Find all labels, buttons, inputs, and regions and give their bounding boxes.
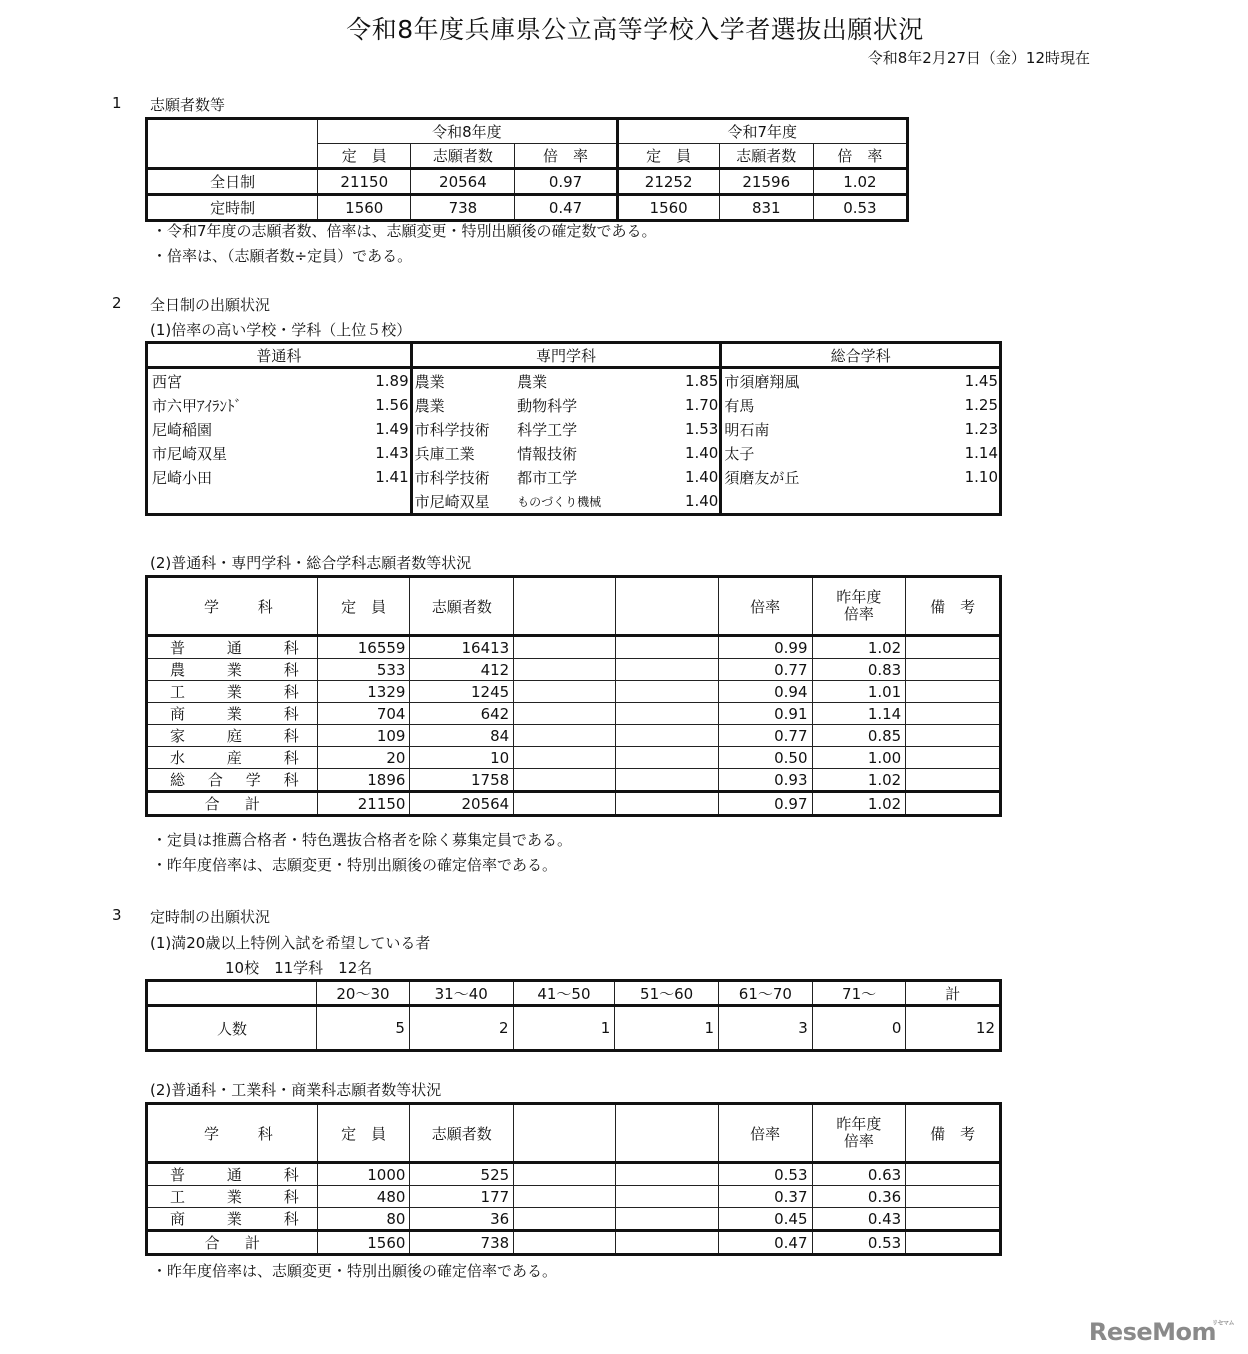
cell: 1.02 <box>813 169 907 195</box>
note: ・昨年度倍率は、志願変更・特別出願後の確定倍率である。 <box>152 1262 558 1280</box>
rate: 0.37 <box>718 1186 812 1208</box>
header-rate: 倍率 <box>718 1104 812 1163</box>
ratio: 1.14 <box>960 441 1000 465</box>
applicants: 10 <box>410 747 514 769</box>
header-applicants: 志願者数 <box>410 1104 514 1163</box>
year-header: 令和8年度 <box>318 119 617 144</box>
capacity: 704 <box>317 703 410 725</box>
remarks <box>906 703 1001 725</box>
dept-label: 工 業 科 <box>147 681 318 703</box>
ratio: 1.40 <box>641 489 721 515</box>
header-blank <box>615 1104 718 1163</box>
ratio: 1.89 <box>371 368 411 394</box>
dept-label: 普 通 科 <box>147 1163 318 1186</box>
page-title: 令和8年度兵庫県公立高等学校入学者選抜出願状況 <box>346 15 924 44</box>
table-row <box>147 636 1001 659</box>
remarks <box>906 1186 1001 1208</box>
blank <box>615 769 718 792</box>
blank <box>514 747 615 769</box>
dept-name: 動物科学 <box>517 396 578 415</box>
table-row <box>147 169 908 195</box>
blank <box>615 1208 718 1231</box>
prev-rate: 1.00 <box>812 747 906 769</box>
remarks <box>906 1163 1001 1186</box>
applicants: 16413 <box>410 636 514 659</box>
count: 1 <box>615 1006 719 1051</box>
blank <box>514 725 615 747</box>
school-name: 市尼崎双星 <box>411 489 513 515</box>
dept-label: 商 業 科 <box>147 1208 318 1231</box>
capacity: 480 <box>317 1186 410 1208</box>
applicants: 36 <box>410 1208 514 1231</box>
prev-rate: 0.83 <box>812 659 906 681</box>
dept-name: 農業 <box>517 372 548 391</box>
ratio: 1.40 <box>641 441 721 465</box>
row-label: 人数 <box>147 1006 317 1051</box>
subsection-title: (1)倍率の高い学校・学科（上位５校） <box>150 321 412 339</box>
table-row <box>147 417 1001 441</box>
blank <box>615 747 718 769</box>
prev-rate: 0.36 <box>812 1186 906 1208</box>
table-row <box>147 659 1001 681</box>
count: 2 <box>409 1006 513 1051</box>
table-row <box>147 1208 1001 1231</box>
capacity: 1560 <box>317 1231 410 1255</box>
school-name: 尼崎稲園 <box>147 417 372 441</box>
subsection-title: (2)普通科・専門学科・総合学科志願者数等状況 <box>150 554 472 572</box>
remarks <box>906 792 1001 816</box>
blank <box>514 1231 615 1255</box>
capacity: 80 <box>317 1208 410 1231</box>
rate: 0.77 <box>718 725 812 747</box>
school-name: 市尼崎双星 <box>147 441 372 465</box>
rate: 0.47 <box>718 1231 812 1255</box>
school-name: 須磨友が丘 <box>721 465 961 489</box>
prev-rate: 0.85 <box>812 725 906 747</box>
remarks <box>906 1208 1001 1231</box>
header-blank <box>615 577 718 636</box>
blank <box>514 1163 615 1186</box>
remarks <box>906 747 1001 769</box>
header-remarks: 備 考 <box>906 577 1001 636</box>
blank <box>514 1186 615 1208</box>
group-header-sogo: 総合学科 <box>721 343 1001 368</box>
school-name: 市六甲ｱｲﾗﾝﾄﾞ <box>147 393 372 417</box>
ratio: 1.70 <box>641 393 721 417</box>
blank <box>615 681 718 703</box>
ratio: 1.85 <box>641 368 721 394</box>
age-header: 61～70 <box>719 981 813 1006</box>
header-applicants: 志願者数 <box>410 577 514 636</box>
blank <box>615 1231 718 1255</box>
rate: 0.94 <box>718 681 812 703</box>
count: 5 <box>317 1006 410 1051</box>
row-label: 定時制 <box>147 195 318 221</box>
rate: 0.99 <box>718 636 812 659</box>
blank <box>615 725 718 747</box>
age-header: 71～ <box>812 981 906 1006</box>
prev-rate: 1.14 <box>812 703 906 725</box>
rate: 0.50 <box>718 747 812 769</box>
dept-label: 家 庭 科 <box>147 725 318 747</box>
capacity: 21150 <box>317 792 410 816</box>
prev-rate: 0.63 <box>812 1163 906 1186</box>
rate: 0.93 <box>718 769 812 792</box>
applicants: 738 <box>410 1231 514 1255</box>
fulltime-dept-table <box>145 575 1002 817</box>
applicants: 177 <box>410 1186 514 1208</box>
table-row <box>147 368 1001 394</box>
resemom-logo: ReseMom$^{リセマム}$ <box>1088 1318 1234 1346</box>
rate: 0.91 <box>718 703 812 725</box>
age-header: 41～50 <box>513 981 615 1006</box>
note: ・令和7年度の志願者数、倍率は、志願変更・特別出願後の確定数である。 <box>152 222 657 240</box>
rate: 0.53 <box>718 1163 812 1186</box>
cell: 831 <box>719 195 813 221</box>
rate: 0.97 <box>718 792 812 816</box>
col-header: 倍 率 <box>515 144 617 169</box>
rate: 0.45 <box>718 1208 812 1231</box>
dept-label: 総 合 学 科 <box>147 769 318 792</box>
blank <box>514 1208 615 1231</box>
capacity: 1000 <box>317 1163 410 1186</box>
school-name: 尼崎小田 <box>147 465 372 489</box>
applicants: 84 <box>410 725 514 747</box>
group-header-senmon: 専門学科 <box>411 343 721 368</box>
header-prev-rate: 昨年度 倍率 <box>812 1104 906 1163</box>
table-row <box>147 195 908 221</box>
section-title: 全日制の出願状況 <box>150 296 271 314</box>
ratio: 1.40 <box>641 465 721 489</box>
table-row <box>147 747 1001 769</box>
ratio: 1.23 <box>960 417 1000 441</box>
capacity: 16559 <box>317 636 410 659</box>
school-name: 有馬 <box>721 393 961 417</box>
corner-cell <box>147 981 317 1006</box>
col-header: 志願者数 <box>411 144 515 169</box>
ratio: 1.45 <box>960 368 1000 394</box>
ratio: 1.10 <box>960 465 1000 489</box>
note: ・昨年度倍率は、志願変更・特別出願後の確定倍率である。 <box>152 856 558 874</box>
capacity: 1329 <box>317 681 410 703</box>
remarks <box>906 681 1001 703</box>
table-row <box>147 1186 1001 1208</box>
summary-line: 10校 11学科 12名 <box>225 959 373 977</box>
age-header: 51～60 <box>615 981 719 1006</box>
col-header: 定 員 <box>617 144 719 169</box>
school-name <box>721 489 961 515</box>
ratio: 1.43 <box>371 441 411 465</box>
school-name: 農業 <box>411 368 513 394</box>
header-rate: 倍率 <box>718 577 812 636</box>
blank <box>514 681 615 703</box>
school-name: 市科学技術 <box>411 417 513 441</box>
age-header: 31～40 <box>409 981 513 1006</box>
capacity: 20 <box>317 747 410 769</box>
blank <box>514 636 615 659</box>
school-name: 西宮 <box>147 368 372 394</box>
table-row <box>147 393 1001 417</box>
header-prev-rate: 昨年度 倍率 <box>812 577 906 636</box>
dept-label: 工 業 科 <box>147 1186 318 1208</box>
prev-rate: 1.02 <box>812 636 906 659</box>
note: ・定員は推薦合格者・特色選抜合格者を除く募集定員である。 <box>152 831 573 849</box>
total-label: 合 計 <box>147 1231 318 1255</box>
total-label: 合 計 <box>147 792 318 816</box>
blank <box>514 659 615 681</box>
top-ratio-schools-table <box>145 341 1002 516</box>
header-capacity: 定 員 <box>317 1104 410 1163</box>
school-name: 兵庫工業 <box>411 441 513 465</box>
corner-cell <box>147 119 318 169</box>
applicants: 1245 <box>410 681 514 703</box>
remarks <box>906 636 1001 659</box>
table-row <box>147 769 1001 792</box>
school-name: 農業 <box>411 393 513 417</box>
cell: 21596 <box>719 169 813 195</box>
applicants: 642 <box>410 703 514 725</box>
total-row <box>147 1231 1001 1255</box>
cell: 0.47 <box>515 195 617 221</box>
cell: 1560 <box>617 195 719 221</box>
section-number: 3 <box>112 906 122 924</box>
capacity: 109 <box>317 725 410 747</box>
prev-rate: 1.01 <box>812 681 906 703</box>
subsection-title: (2)普通科・工業科・商業科志願者数等状況 <box>150 1081 442 1099</box>
dept-label: 農 業 科 <box>147 659 318 681</box>
header-blank <box>514 1104 615 1163</box>
school-name: 太子 <box>721 441 961 465</box>
school-name: 市須磨翔風 <box>721 368 961 394</box>
prev-rate: 1.02 <box>812 792 906 816</box>
prev-rate: 0.53 <box>812 1231 906 1255</box>
table-row <box>147 1163 1001 1186</box>
blank <box>615 659 718 681</box>
cell: 1560 <box>318 195 411 221</box>
applicants: 525 <box>410 1163 514 1186</box>
col-header: 志願者数 <box>719 144 813 169</box>
blank <box>615 1186 718 1208</box>
header-remarks: 備 考 <box>906 1104 1001 1163</box>
group-header-futsu: 普通科 <box>147 343 412 368</box>
capacity: 533 <box>317 659 410 681</box>
col-header: 倍 率 <box>813 144 907 169</box>
as-of-date: 令和8年2月27日（金）12時現在 <box>867 49 1090 67</box>
remarks <box>906 769 1001 792</box>
school-name <box>147 489 372 515</box>
total-row <box>147 792 1001 816</box>
total-count: 12 <box>906 1006 1001 1051</box>
cell: 0.53 <box>813 195 907 221</box>
dept-name: 科学工学 <box>517 420 578 439</box>
prev-rate: 0.43 <box>812 1208 906 1231</box>
dept-label: 商 業 科 <box>147 703 318 725</box>
blank <box>514 792 615 816</box>
dept-name: 情報技術 <box>517 444 578 463</box>
table-row <box>147 465 1001 489</box>
section-title: 定時制の出願状況 <box>150 908 271 926</box>
blank <box>615 792 718 816</box>
ratio <box>960 489 1000 515</box>
applicants: 20564 <box>410 792 514 816</box>
remarks <box>906 1231 1001 1255</box>
dept-name: ものづくり機械 <box>513 489 641 515</box>
section-title: 志願者数等 <box>150 96 226 114</box>
table-row <box>147 703 1001 725</box>
applicants: 412 <box>410 659 514 681</box>
header-capacity: 定 員 <box>317 577 410 636</box>
blank <box>514 703 615 725</box>
ratio: 1.53 <box>641 417 721 441</box>
ratio: 1.56 <box>371 393 411 417</box>
col-header: 定 員 <box>318 144 411 169</box>
table-row <box>147 681 1001 703</box>
dept-label: 普 通 科 <box>147 636 318 659</box>
age-header: 20～30 <box>317 981 410 1006</box>
row-label: 全日制 <box>147 169 318 195</box>
section-number: 2 <box>112 294 122 312</box>
count: 1 <box>513 1006 615 1051</box>
total-header: 計 <box>906 981 1001 1006</box>
header-blank <box>514 577 615 636</box>
ratio: 1.49 <box>371 417 411 441</box>
table-row <box>147 725 1001 747</box>
blank <box>615 703 718 725</box>
table-row <box>147 1006 1001 1051</box>
count: 0 <box>812 1006 906 1051</box>
count: 3 <box>719 1006 813 1051</box>
table-row <box>147 441 1001 465</box>
note: ・倍率は、（志願者数÷定員）である。 <box>152 247 413 265</box>
header-dept: 学 科 <box>147 577 318 636</box>
dept-name: 都市工学 <box>517 468 578 487</box>
blank <box>514 769 615 792</box>
cell: 0.97 <box>515 169 617 195</box>
age-distribution-table <box>145 979 1002 1052</box>
rate: 0.77 <box>718 659 812 681</box>
parttime-dept-table <box>145 1102 1002 1256</box>
prev-rate: 1.02 <box>812 769 906 792</box>
remarks <box>906 725 1001 747</box>
cell: 20564 <box>411 169 515 195</box>
section-number: 1 <box>112 94 122 112</box>
ratio: 1.41 <box>371 465 411 489</box>
cell: 21252 <box>617 169 719 195</box>
capacity: 1896 <box>317 769 410 792</box>
remarks <box>906 659 1001 681</box>
dept-label: 水 産 科 <box>147 747 318 769</box>
applicants-summary-table <box>145 117 909 222</box>
blank <box>615 636 718 659</box>
table-row <box>147 489 1001 515</box>
cell: 738 <box>411 195 515 221</box>
applicants: 1758 <box>410 769 514 792</box>
blank <box>615 1163 718 1186</box>
subsection-title: (1)満20歳以上特例入試を希望している者 <box>150 934 431 952</box>
year-header: 令和7年度 <box>617 119 907 144</box>
school-name: 市科学技術 <box>411 465 513 489</box>
cell: 21150 <box>318 169 411 195</box>
ratio: 1.25 <box>960 393 1000 417</box>
school-name: 明石南 <box>721 417 961 441</box>
header-dept: 学 科 <box>147 1104 318 1163</box>
ratio <box>371 489 411 515</box>
